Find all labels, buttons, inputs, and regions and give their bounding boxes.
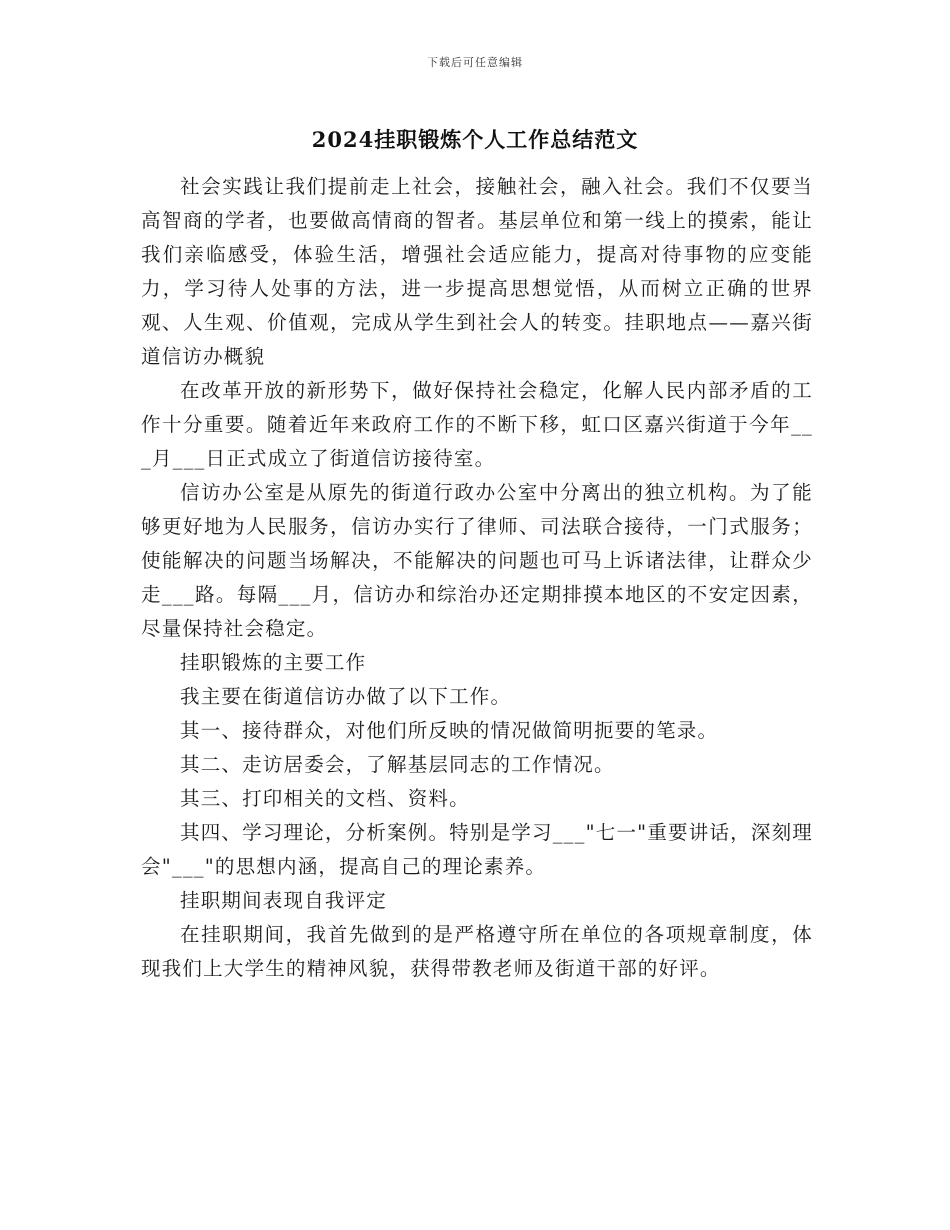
section-heading-self-evaluation: 挂职期间表现自我评定 [180, 889, 388, 912]
paragraph-background: 在改革开放的新形势下，做好保持社会稳定，化解人民内部矛盾的工作十分重要。随着近年来政府工作的不断下移，虹口区嘉兴街道于今年___月___日正式成立了街道信访接待室。 [141, 379, 813, 470]
list-item-work-2: 其二、走访居委会，了解基层同志的工作情况。 [180, 753, 615, 776]
paragraph-work-intro: 我主要在街道信访办做了以下工作。 [180, 685, 512, 708]
paragraph-office: 信访办公室是从原先的街道行政办公室中分离出的独立机构。为了能够更好地为人民服务，信访办实行了律师、司法联合接待，一门式服务；使能解决的问题当场解决，不能解决的问题也可马上诉诸法律，让群众少走___路。每隔___月，信访办和综治办还定期排摸本地区的不安定因素，尽量保持社会稳定。 [141, 481, 813, 640]
section-heading-main-work: 挂职锻炼的主要工作 [180, 651, 367, 674]
paragraph-intro: 社会实践让我们提前走上社会，接触社会，融入社会。我们不仅要当高智商的学者，也要做高情商的智者。基层单位和第一线上的摸索，能让我们亲临感受，体验生活，增强社会适应能力，提高对待事物的应变能力，学习待人处事的方法，进一步提高思想觉悟，从而树立正确的世界观、人生观、价值观，完成从学生到社会人的转变。挂职地点——嘉兴街道信访办概貌 [141, 175, 813, 368]
document-body [141, 170, 813, 986]
list-item-work-4: 其四、学习理论，分析案例。特别是学习___"七一"重要讲话，深刻理会"___"的思想内涵，提高自己的理论素养。 [141, 821, 813, 878]
paragraph-self-evaluation: 在挂职期间，我首先做到的是严格遵守所在单位的各项规章制度，体现我们上大学生的精神风貌，获得带教老师及街道干部的好评。 [141, 923, 813, 980]
header-note: 下载后可任意编辑 [427, 56, 523, 69]
list-item-work-1: 其一、接待群众，对他们所反映的情况做简明扼要的笔录。 [180, 719, 719, 742]
list-item-work-3: 其三、打印相关的文档、资料。 [180, 787, 470, 810]
document-title: 2024挂职锻炼个人工作总结范文 [311, 127, 639, 152]
